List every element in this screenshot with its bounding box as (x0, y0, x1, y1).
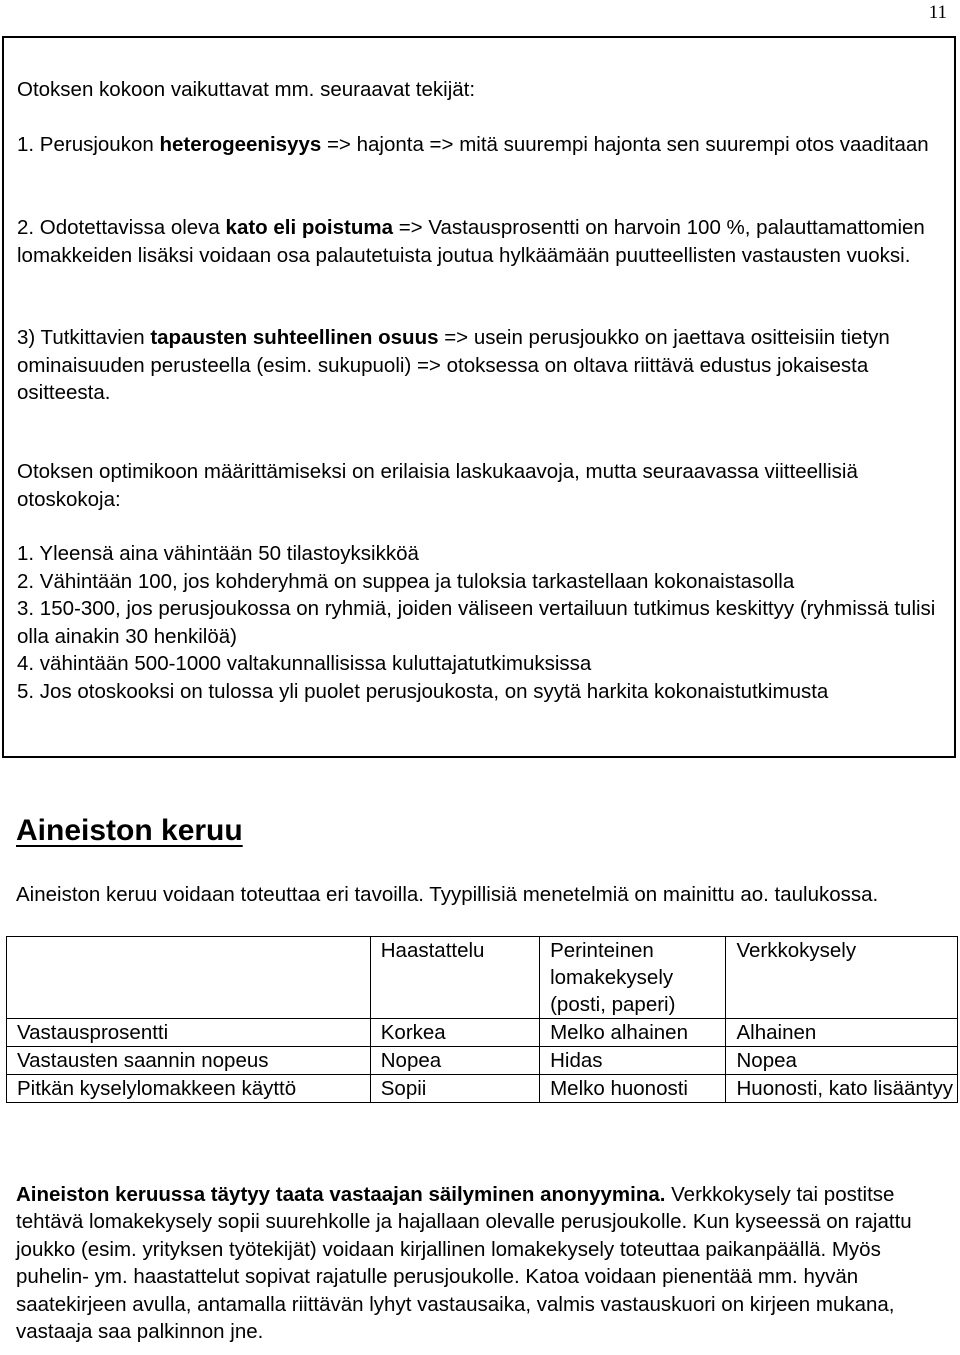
anonymity-text: Verkkokysely tai postitse tehtävä lomakekysely sopii suurehkolle ja hajallaan olevalle perusjoukolle. Kun kyseessä on rajattu joukko (esim. yrityksen työtekijät) voidaan kirjallinen lomakekysely toteuttaa paikanpäällä. Myös puhelin- ym. haastattelut sopivat rajatulle perusjoukolle. Katoa voidaan pienentää mm. hyvän saatekirjeen avulla, antamalla riittävän lyhyt vastausaika, valmis vastauskuori on kirjeen mukana, vastaaja saa palkinnon jne. (16, 1182, 912, 1343)
table-cell: Hidas (540, 1047, 726, 1075)
table-row (7, 1075, 958, 1103)
section-heading: Aineiston keruu (16, 814, 243, 847)
methods-table (6, 936, 958, 1103)
table-header-row (7, 937, 958, 1019)
table-cell: Melko huonosti (540, 1075, 726, 1103)
table-row (7, 1019, 958, 1047)
list-item: 2. Vähintään 100, jos kohderyhmä on suppea ja tuloksia tarkastellaan kokonaistasolla (17, 569, 795, 593)
factor-keyword: tapausten suhteellinen osuus (150, 326, 439, 349)
optimal-size-paragraph: Otoksen optimikoon määrittämiseksi on erilaisia laskukaavoja, mutta seuraavassa viitteellisiä otoskokoja: (17, 460, 858, 511)
intro-paragraph: Aineiston keruu voidaan toteuttaa eri tavoilla. Tyypillisiä menetelmiä on mainittu ao. taulukossa. (16, 883, 879, 906)
table-cell: Perinteinen lomakekysely (posti, paperi) (540, 937, 726, 1019)
table-cell: Korkea (370, 1019, 539, 1047)
factor-text: 1. Perusjoukon (17, 133, 160, 156)
sample-size-box (2, 36, 956, 758)
table-row (7, 1047, 958, 1075)
page-number: 11 (928, 2, 947, 23)
factor-text: => Vastausprosentti on harvoin 100 %, palauttamattomien lomakkeiden lisäksi voidaan osa palautetuista joutua hylkäämään puutteellisten vastausten vuoksi. (17, 216, 925, 267)
anonymity-paragraph (16, 1181, 946, 1346)
table-cell: Nopea (370, 1047, 539, 1075)
factor-text: => usein perusjoukko on jaettava ositteisiin tietyn ominaisuuden perusteella (esim. sukupuoli) => otoksessa on oltava riittävä edustus jokaisesta ositteesta. (17, 326, 890, 404)
factor-proportion (17, 324, 937, 407)
list-item: 4. vähintään 500-1000 valtakunnallisissa kuluttajatutkimuksissa (17, 652, 592, 675)
anonymity-emphasis: Aineiston keruussa täytyy taata vastaajan säilyminen anonyymina. (16, 1182, 666, 1206)
table-cell (7, 937, 371, 1019)
table-cell: Pitkän kyselylomakkeen käyttö (7, 1075, 371, 1103)
table-cell: Alhainen (726, 1019, 958, 1047)
table-cell: Nopea (726, 1047, 958, 1075)
factor-text: => hajonta => mitä suurempi hajonta sen suurempi otos vaaditaan (321, 133, 929, 156)
factor-keyword: kato eli poistuma (225, 216, 394, 239)
factor-keyword: heterogeenisyys (159, 133, 322, 156)
table-cell: Haastattelu (370, 937, 539, 1019)
list-item: 5. Jos otoskooksi on tulossa yli puolet perusjoukosta, on syytä harkita kokonaistutkimusta (17, 679, 829, 703)
factor-heterogeneity (17, 131, 937, 159)
factor-text: 2. Odotettavissa oleva (17, 216, 226, 239)
list-item: 1. Yleensä aina vähintään 50 tilastoyksikköä (17, 542, 419, 565)
factor-text: 3) Tutkittavien (17, 326, 151, 349)
table-cell: Vastausprosentti (7, 1019, 371, 1047)
factor-dropout (17, 214, 937, 269)
table-cell: Sopii (370, 1075, 539, 1103)
table-cell: Huonosti, kato lisääntyy (726, 1075, 958, 1103)
list-item: 3. 150-300, jos perusjoukossa on ryhmiä, joiden väliseen vertailuun tutkimus keskittyy (ryhmissä tulisi olla ainakin 30 henkilöä) (17, 597, 936, 648)
table-cell: Verkkokysely (726, 937, 958, 1019)
table-cell: Vastausten saannin nopeus (7, 1047, 371, 1075)
box-title: Otoksen kokoon vaikuttavat mm. seuraavat tekijät: (17, 78, 476, 101)
sample-size-list (17, 540, 937, 705)
table-cell: Melko alhainen (540, 1019, 726, 1047)
